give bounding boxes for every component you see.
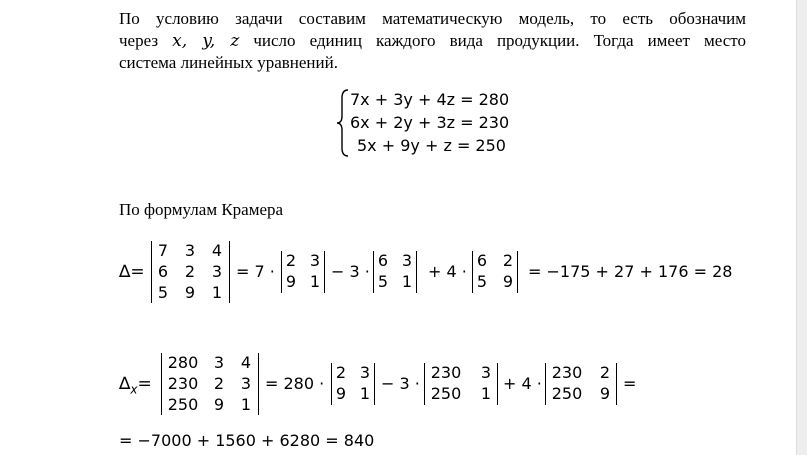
matrix-cell: 3 [480, 363, 492, 382]
equation-system [336, 88, 536, 160]
delta-x-op-2: − 3 · [381, 374, 420, 393]
intro-line-2-post: число единиц каждого вида продукции. Тогда имеет место [239, 31, 746, 50]
matrix-cell: 2 [502, 251, 514, 270]
delta-x-main-determinant [161, 353, 259, 415]
intro-line-2-pre: через [119, 31, 173, 50]
matrix-cell: 6 [157, 262, 169, 281]
delta-result: = −175 + 27 + 176 = 28 [528, 262, 733, 281]
matrix-cell: 1 [359, 384, 371, 403]
system-brace [336, 88, 350, 158]
delta-x-tail-equals: = [623, 374, 637, 393]
delta-x-result: = −7000 + 1560 + 6280 = 840 [119, 431, 375, 450]
delta-x-symbol: ∆ [119, 374, 131, 394]
matrix-cell: 3 [213, 353, 225, 372]
matrix-cell: 2 [599, 363, 611, 382]
matrix-cell: 1 [211, 283, 223, 302]
matrix-cell: 3 [240, 374, 252, 393]
delta-label: ∆= [119, 262, 145, 282]
cramer-heading: По формулам Крамера [119, 200, 284, 219]
delta-x-minor-1 [331, 363, 375, 405]
matrix-cell: 250 [551, 384, 583, 403]
matrix-cell: 3 [211, 262, 223, 281]
matrix-cell: 1 [401, 272, 413, 291]
delta-op-3: + 4 · [428, 262, 467, 281]
matrix-cell: 3 [184, 241, 196, 260]
matrix-cell: 9 [599, 384, 611, 403]
intro-line-2 [119, 30, 746, 52]
matrix-cell: 4 [240, 353, 252, 372]
matrix-cell: 3 [359, 363, 371, 382]
delta-x-op-3: + 4 · [503, 374, 542, 393]
delta-x-subscript: x [130, 382, 138, 397]
intro-line-1: По условию задачи составим математическую модель, то есть обозначим [119, 9, 746, 28]
matrix-cell: 3 [309, 251, 321, 270]
matrix-cell: 7 [157, 241, 169, 260]
matrix-cell: 230 [551, 363, 583, 382]
matrix-cell: 250 [167, 395, 199, 414]
delta-x-coef-1: = 280 · [265, 374, 325, 393]
delta-main-determinant [151, 241, 230, 303]
matrix-cell: 3 [401, 251, 413, 270]
system-equation-1: 7x + 3y + 4z = 280 [350, 90, 510, 109]
matrix-cell: 1 [480, 384, 492, 403]
matrix-cell: 5 [377, 272, 389, 291]
matrix-cell: 5 [157, 283, 169, 302]
delta-coef-1: = 7 · [236, 262, 275, 281]
delta-x-minor-2 [424, 363, 498, 405]
system-equation-2: 6x + 2y + 3z = 230 [350, 113, 510, 132]
delta-x-minor-3 [545, 363, 617, 405]
matrix-cell: 2 [285, 251, 297, 270]
matrix-cell: 6 [476, 251, 488, 270]
system-equation-3: 5x + 9y + z = 250 [357, 136, 506, 155]
delta-minor-2 [373, 251, 417, 293]
delta-op-2: − 3 · [331, 262, 370, 281]
matrix-cell: 6 [377, 251, 389, 270]
matrix-cell: 2 [335, 363, 347, 382]
intro-variables: x, y, z [172, 31, 240, 51]
vertical-scrollbar[interactable] [796, 0, 807, 455]
matrix-cell: 280 [167, 353, 199, 372]
matrix-cell: 9 [213, 395, 225, 414]
delta-x-equals: = [137, 374, 152, 394]
matrix-cell: 230 [167, 374, 199, 393]
matrix-cell: 2 [184, 262, 196, 281]
matrix-cell: 9 [184, 283, 196, 302]
matrix-cell: 9 [285, 272, 297, 291]
matrix-cell: 1 [309, 272, 321, 291]
delta-minor-3 [472, 251, 518, 293]
matrix-cell: 9 [502, 272, 514, 291]
matrix-cell: 1 [240, 395, 252, 414]
matrix-cell: 230 [430, 363, 462, 382]
intro-paragraph [119, 8, 746, 74]
matrix-cell: 2 [213, 374, 225, 393]
delta-minor-1 [281, 251, 325, 293]
matrix-cell: 250 [430, 384, 462, 403]
matrix-cell: 4 [211, 241, 223, 260]
delta-x-label [119, 374, 152, 396]
matrix-cell: 5 [476, 272, 488, 291]
matrix-cell: 9 [335, 384, 347, 403]
intro-line-3: система линейных уравнений. [119, 53, 338, 72]
